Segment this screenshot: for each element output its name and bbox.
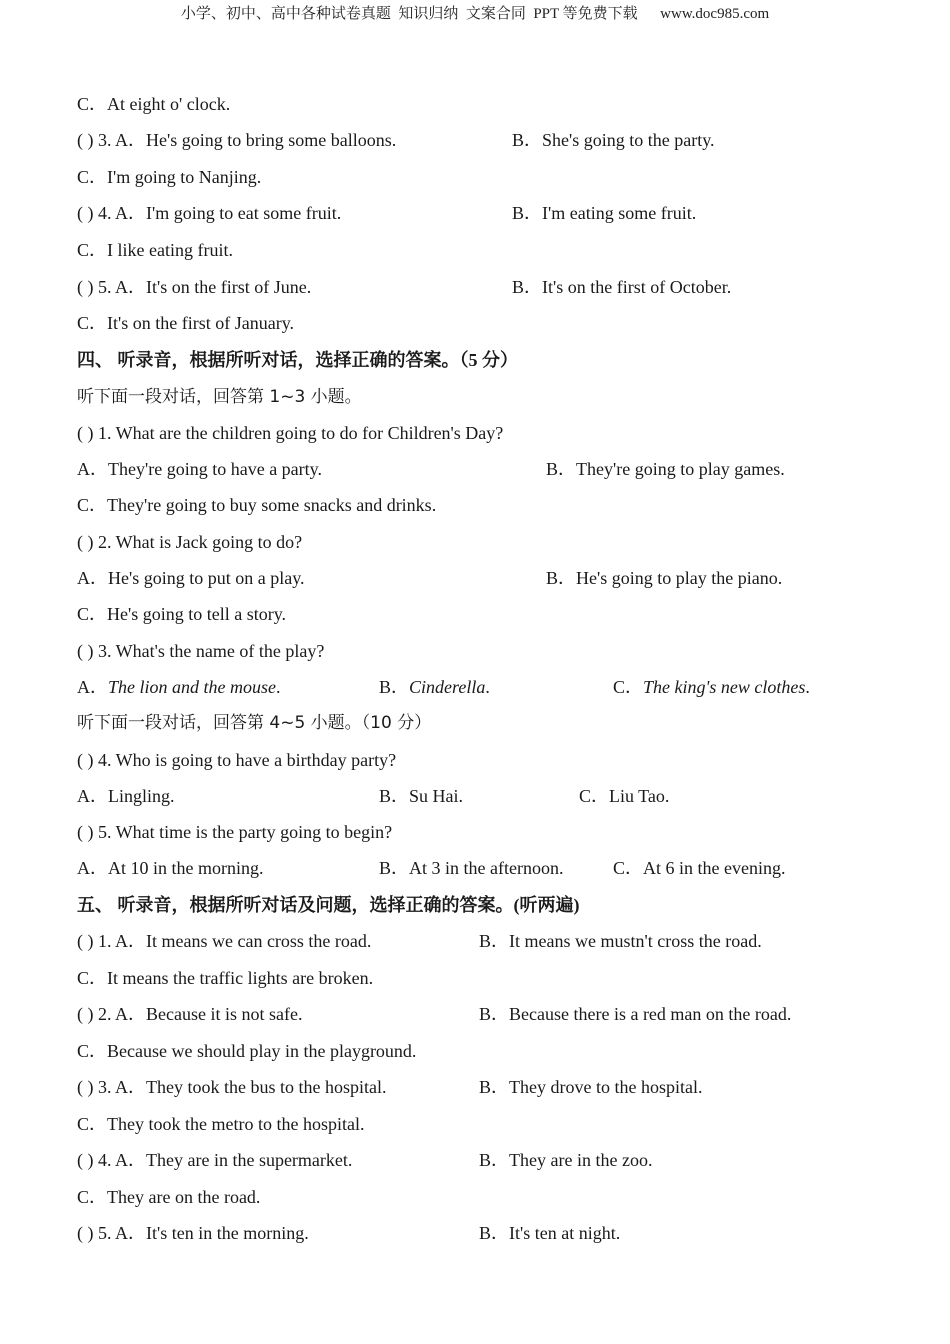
question-line: [0, 928, 950, 954]
line-text: 听下面一段对话，回答第 4~5 小题。（10 分）: [77, 713, 432, 733]
answer-option: C．At 6 in the evening.: [613, 858, 786, 878]
section-heading: [0, 892, 950, 918]
question-line: [0, 237, 950, 263]
question-line: [0, 1111, 950, 1137]
line-text: C．It means the traffic lights are broken.: [77, 968, 374, 988]
answer-option: B．I'm eating some fruit.: [512, 203, 697, 223]
line-text: ( ) 4. Who is going to have a birthday party?: [77, 750, 397, 770]
option-letter: A．: [77, 677, 108, 697]
line-text: 四、 听录音，根据所听对话，选择正确的答案。（5 分）: [77, 350, 518, 370]
question-line: [0, 1074, 950, 1100]
question-line: [0, 1038, 950, 1064]
question-line: [0, 310, 950, 336]
answer-option: [77, 674, 281, 700]
line-text: C．He's going to tell a story.: [77, 604, 287, 624]
line-text: C．I'm going to Nanjing.: [77, 167, 262, 187]
answer-option: ( ) 4. A．I'm going to eat some fruit.: [77, 203, 342, 223]
section-instruction: [0, 384, 950, 410]
option-title-italic: The lion and the mouse: [108, 677, 276, 697]
question-line: [0, 200, 950, 226]
answer-option: A．He's going to put on a play.: [77, 568, 305, 588]
line-text: C．It's on the first of January.: [77, 313, 295, 333]
answer-option: ( ) 4. A．They are in the supermarket.: [77, 1150, 353, 1170]
question-line: [0, 565, 950, 591]
line-text: ( ) 2. What is Jack going to do?: [77, 532, 303, 552]
question-line: [0, 819, 950, 845]
answer-option: ( ) 3. A．They took the bus to the hospital.: [77, 1077, 387, 1097]
answer-option: ( ) 1. A．It means we can cross the road.: [77, 931, 372, 951]
line-text: C．They are on the road.: [77, 1187, 261, 1207]
answer-option: [379, 674, 490, 700]
question-line: [0, 965, 950, 991]
answer-option: B．He's going to play the piano.: [546, 568, 783, 588]
option-letter: C．: [613, 677, 644, 697]
answer-option: B．She's going to the party.: [512, 130, 715, 150]
question-line: [0, 747, 950, 773]
answer-option: B．It's on the first of October.: [512, 277, 732, 297]
question-line: [0, 91, 950, 117]
answer-option: ( ) 2. A．Because it is not safe.: [77, 1004, 303, 1024]
line-text: C．At eight o' clock.: [77, 94, 231, 114]
line-text: 五、 听录音，根据所听对话及问题，选择正确的答案。(听两遍): [77, 895, 580, 915]
answer-option: A．Lingling.: [77, 786, 175, 806]
line-text: 听下面一段对话，回答第 1~3 小题。: [77, 387, 362, 407]
question-line: [0, 1184, 950, 1210]
line-text: C．They're going to buy some snacks and drinks.: [77, 495, 437, 515]
answer-option: B．They are in the zoo.: [479, 1150, 653, 1170]
answer-option: B．It means we mustn't cross the road.: [479, 931, 762, 951]
question-line: [0, 420, 950, 446]
question-line: [0, 274, 950, 300]
question-line: [0, 1001, 950, 1027]
answer-option: B．At 3 in the afternoon.: [379, 858, 564, 878]
question-line: [0, 601, 950, 627]
section-instruction: [0, 710, 950, 736]
answer-option: A．They're going to have a party.: [77, 459, 322, 479]
answer-option: B．They're going to play games.: [546, 459, 785, 479]
question-line: [0, 492, 950, 518]
question-line: [0, 783, 950, 809]
option-punctuation: .: [276, 677, 281, 697]
line-text: C．Because we should play in the playground.: [77, 1041, 417, 1061]
answer-option: B．It's ten at night.: [479, 1223, 621, 1243]
page-header-banner: 小学、初中、高中各种试卷真题 知识归纳 文案合同 PPT 等免费下载 www.doc985.com: [180, 6, 770, 22]
line-text: C．They took the metro to the hospital.: [77, 1114, 365, 1134]
answer-option: B．Su Hai.: [379, 786, 464, 806]
answer-option: ( ) 3. A．He's going to bring some balloons.: [77, 130, 397, 150]
option-letter: B．: [379, 677, 410, 697]
answer-option: ( ) 5. A．It's on the first of June.: [77, 277, 312, 297]
option-title-italic: Cinderella: [409, 677, 486, 697]
question-line: [0, 164, 950, 190]
answer-option: A．At 10 in the morning.: [77, 858, 264, 878]
line-text: C．I like eating fruit.: [77, 240, 233, 260]
question-line: [0, 674, 950, 700]
option-title-italic: The king's new clothes: [643, 677, 806, 697]
answer-option: [613, 674, 810, 700]
question-line: [0, 638, 950, 664]
question-line: [0, 855, 950, 881]
option-punctuation: .: [485, 677, 490, 697]
line-text: ( ) 5. What time is the party going to begin?: [77, 822, 393, 842]
answer-option: B．Because there is a red man on the road.: [479, 1004, 792, 1024]
section-heading: [0, 347, 950, 373]
line-text: ( ) 1. What are the children going to do for Children's Day?: [77, 423, 504, 443]
question-line: [0, 1147, 950, 1173]
line-text: ( ) 3. What's the name of the play?: [77, 641, 325, 661]
question-line: [0, 529, 950, 555]
question-line: [0, 456, 950, 482]
question-line: [0, 1220, 950, 1246]
option-punctuation: .: [805, 677, 810, 697]
answer-option: C．Liu Tao.: [579, 786, 670, 806]
answer-option: ( ) 5. A．It's ten in the morning.: [77, 1223, 309, 1243]
question-line: [0, 127, 950, 153]
answer-option: B．They drove to the hospital.: [479, 1077, 703, 1097]
